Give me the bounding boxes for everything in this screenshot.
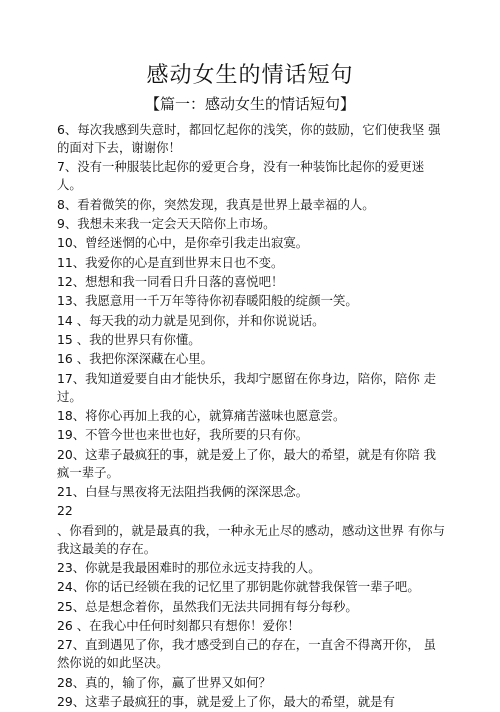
- list-item: 22: [57, 503, 73, 519]
- list-item: 23、你就是我最困难时的那位永远支持我的人。: [57, 559, 321, 575]
- list-item: 9、我想未来我一定会天天陪你上市场。: [57, 215, 276, 231]
- list-item: 13、我愿意用一千万年等待你初春暖阳般的绽颜一笑。: [57, 293, 358, 309]
- list-item: 16 、我把你深深藏在心里。: [57, 351, 214, 367]
- quote-list: [57, 121, 447, 712]
- section-heading: 【篇一：感动女生的情话短句】: [144, 95, 355, 113]
- list-item: 19、不管今世也来世也好，我所要的只有你。: [57, 427, 309, 443]
- list-item: 27、直到遇见了你，我才感受到自己的存在，一直舍不得离开你， 虽然你说的如此坚决。: [57, 637, 437, 671]
- list-item: 8、看着微笑的你，突然发现，我真是世界上最幸福的人。: [57, 196, 375, 212]
- list-item: 28、真的，输了你，赢了世界又如何？: [57, 674, 272, 690]
- list-item: 15 、我的世界只有你懂。: [57, 331, 201, 347]
- document-title: 感动女生的情话短句: [146, 63, 354, 88]
- list-item: 12、想想和我一同看日升日落的喜悦吧！: [57, 273, 284, 289]
- list-item: 17、我知道爱要自由才能快乐，我却宁愿留在你身边，陪你，陪你 走过。: [57, 370, 437, 404]
- list-item: 24、你的话已经锁在我的记忆里了那钥匙你就替我保管一辈子吧。: [57, 579, 420, 595]
- list-item: 6、每次我感到失意时，都回忆起你的浅笑，你的鼓励，它们使我坚 强的面对下去，谢谢你！: [57, 122, 441, 155]
- list-item: 18、将你心再加上我的心，就算痛苦滋味也愿意尝。: [57, 407, 346, 423]
- list-item: 26 、在我心中任何时刻都只有想你！爱你！: [57, 617, 300, 633]
- list-item: 14 、每天我的动力就是见到你，并和你说说话。: [57, 312, 325, 328]
- list-item: 11、我爱你的心是直到世界末日也不变。: [57, 254, 284, 270]
- list-item: 7、没有一种服装比起你的爱更合身，没有一种装饰比起你的爱更迷 人。: [57, 159, 429, 193]
- list-item: 21、白昼与黑夜将无法阻挡我俩的深深思念。: [57, 483, 309, 499]
- list-item: 20、这辈子最疯狂的事，就是爱上了你，最大的希望，就是有你陪 我疯一辈子。: [57, 446, 437, 480]
- list-item: 、你看到的，就是最真的我，一种永无止尽的感动，感动这世界 有你与我这最美的存在。: [57, 522, 446, 556]
- list-item: 25、总是想念着你，虽然我们无法共同拥有每分每秒。: [57, 598, 358, 614]
- list-item: 10、曾经迷惘的心中，是你牵引我走出寂寞。: [57, 235, 309, 251]
- list-item: 29、这辈子最疯狂的事，就是爱上了你，最大的希望，就是有: [57, 693, 395, 709]
